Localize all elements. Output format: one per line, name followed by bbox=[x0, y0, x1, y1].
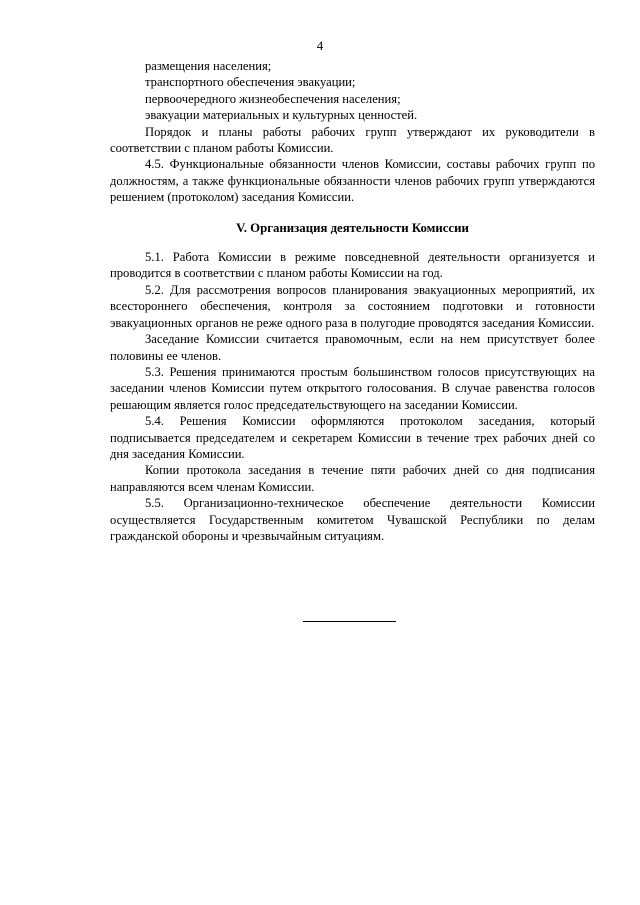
page-number: 4 bbox=[316, 38, 324, 53]
list-item: эвакуации материальных и культурных ценностей. bbox=[145, 108, 418, 123]
document-body bbox=[110, 58, 595, 544]
paragraph: Копии протокола заседания в течение пяти рабочих дней со дня подписания направляются всем членам Комиссии. bbox=[110, 463, 595, 494]
end-divider bbox=[303, 621, 396, 622]
paragraph: 5.1. Работа Комиссии в режиме повседневной деятельности организуется и проводится в соответствии с планом работы Комиссии на год. bbox=[110, 250, 595, 281]
list-item: транспортного обеспечения эвакуации; bbox=[145, 75, 356, 90]
paragraph: 5.5. Организационно-техническое обеспечение деятельности Комиссии осуществляется Государственным комитетом Чувашской Республики по делам гражданской обороны и чрезвычайным ситуациям. bbox=[110, 496, 595, 543]
paragraph: 5.4. Решения Комиссии оформляются протоколом заседания, который подписывается председателем и секретарем Комиссии в течение трех рабочих дней со дня заседания Комиссии. bbox=[110, 414, 595, 461]
paragraph: Порядок и планы работы рабочих групп утверждают их руководители в соответствии с планом работы Комиссии. bbox=[110, 124, 595, 156]
paragraph: 5.2. Для рассмотрения вопросов планирования эвакуационных мероприятий, их всестороннего обеспечения, контроля за состоянием подготовки и готовности эвакуационных органов не реже одного раза в полугодие проводятся заседания Комиссии. bbox=[110, 282, 595, 330]
paragraph: 5.3. Решения принимаются простым большинством голосов присутствующих на заседании членов Комиссии путем открытого голосования. В случае равенства голосов решающим является голос председательствующего на заседании Комиссии. bbox=[110, 364, 595, 412]
paragraph: Заседание Комиссии считается правомочным, если на нем присутствует более половины ее членов. bbox=[110, 332, 595, 363]
section-heading: V. Организация деятельности Комиссии bbox=[236, 220, 469, 235]
list-item: размещения населения; bbox=[145, 59, 272, 73]
paragraph: 4.5. Функциональные обязанности членов Комиссии, составы рабочих групп по должностям, а также функциональные обязанности членов рабочих групп утверждаются решением (протоколом) заседания Комиссии. bbox=[110, 157, 595, 205]
list-item: первоочередного жизнеобеспечения населения; bbox=[145, 91, 401, 106]
